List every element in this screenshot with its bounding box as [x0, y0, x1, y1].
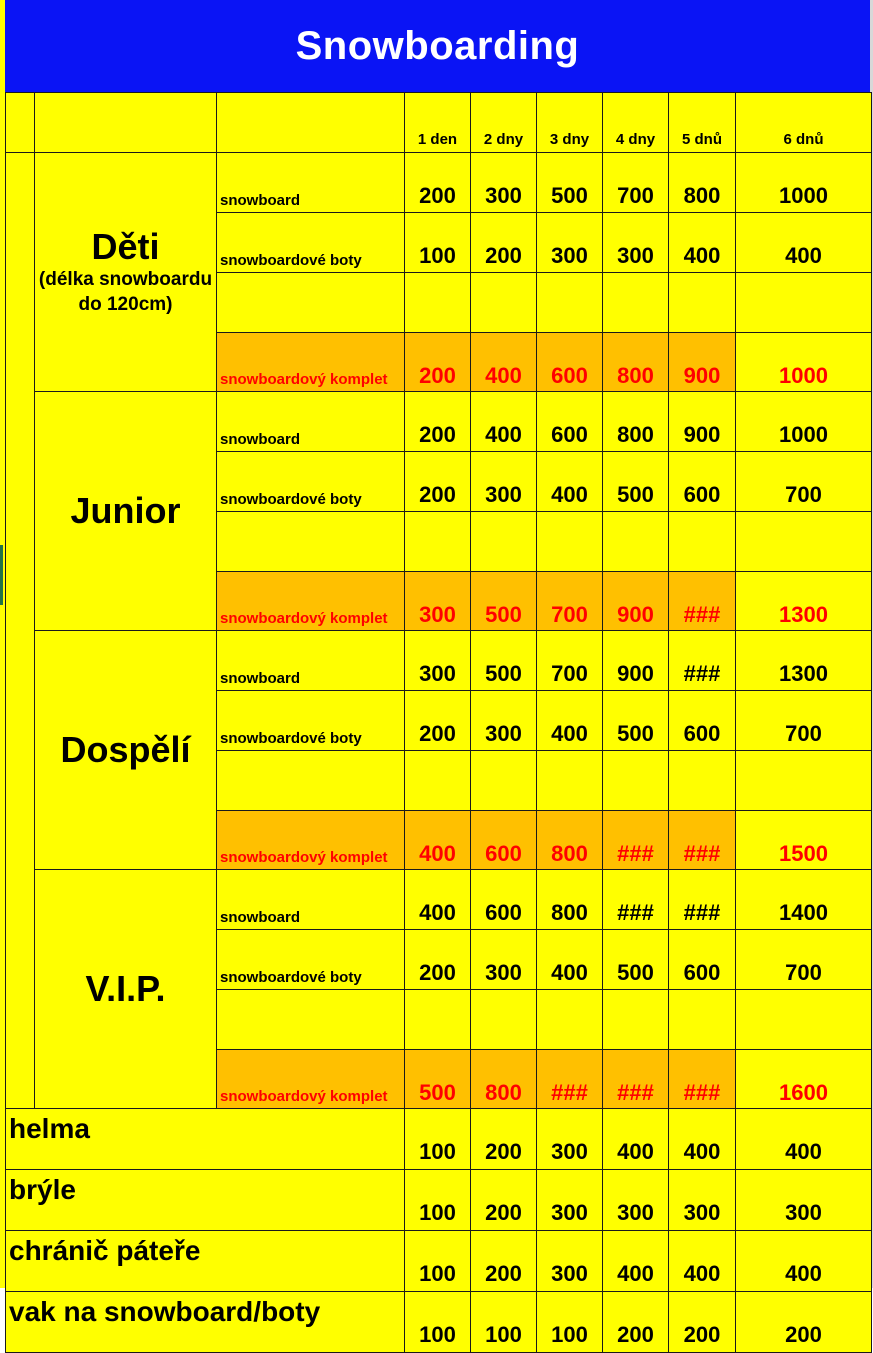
- price-cell[interactable]: 400: [669, 213, 736, 273]
- price-cell[interactable]: 300: [603, 213, 669, 273]
- price-cell[interactable]: 500: [537, 153, 603, 213]
- accessory-label[interactable]: helma: [6, 1109, 405, 1170]
- price-cell[interactable]: 900: [669, 392, 736, 452]
- item-label[interactable]: snowboard: [217, 870, 405, 930]
- price-table: [5, 92, 872, 1353]
- header-cell[interactable]: 5 dnů: [669, 93, 736, 153]
- price-cell[interactable]: 100: [405, 1292, 471, 1353]
- price-cell[interactable]: 200: [405, 691, 471, 751]
- price-cell[interactable]: 1000: [736, 392, 872, 452]
- komplet-price-cell[interactable]: 1500: [736, 811, 872, 870]
- price-cell[interactable]: 400: [537, 930, 603, 990]
- price-cell[interactable]: 200: [471, 1170, 537, 1231]
- page-title: Snowboarding: [295, 24, 580, 68]
- accessory-row: [6, 1170, 872, 1231]
- price-cell[interactable]: 800: [537, 870, 603, 930]
- price-cell[interactable]: 100: [471, 1292, 537, 1353]
- accessory-row: [6, 1292, 872, 1353]
- price-cell[interactable]: 900: [603, 631, 669, 691]
- komplet-price-cell[interactable]: ###: [669, 1050, 736, 1109]
- komplet-label[interactable]: snowboardový komplet: [217, 1050, 405, 1109]
- price-cell[interactable]: [669, 273, 736, 333]
- price-cell[interactable]: 400: [669, 1109, 736, 1170]
- price-cell[interactable]: 400: [736, 213, 872, 273]
- table-row: [6, 870, 872, 930]
- price-cell[interactable]: 400: [603, 1109, 669, 1170]
- table-row: [6, 153, 872, 213]
- header-row: [6, 93, 872, 153]
- price-cell[interactable]: 500: [603, 452, 669, 512]
- price-cell[interactable]: 400: [669, 1231, 736, 1292]
- komplet-price-cell[interactable]: 400: [405, 811, 471, 870]
- price-cell[interactable]: 600: [669, 452, 736, 512]
- komplet-price-cell[interactable]: 800: [537, 811, 603, 870]
- komplet-price-cell[interactable]: 700: [537, 572, 603, 631]
- header-cell[interactable]: 1 den: [405, 93, 471, 153]
- price-cell[interactable]: 400: [405, 870, 471, 930]
- price-cell[interactable]: [669, 512, 736, 572]
- item-label[interactable]: snowboardové boty: [217, 691, 405, 751]
- price-cell[interactable]: 400: [537, 691, 603, 751]
- selection-marker: [0, 545, 3, 605]
- category-name: Junior: [70, 490, 181, 531]
- price-cell[interactable]: 200: [405, 392, 471, 452]
- price-cell[interactable]: [669, 751, 736, 811]
- price-cell[interactable]: [471, 751, 537, 811]
- price-cell[interactable]: 400: [471, 392, 537, 452]
- price-cell[interactable]: 500: [471, 631, 537, 691]
- price-cell[interactable]: 400: [603, 1231, 669, 1292]
- price-cell[interactable]: [736, 273, 872, 333]
- category-cell[interactable]: [35, 870, 217, 1109]
- price-cell[interactable]: [471, 273, 537, 333]
- price-cell[interactable]: 100: [405, 1170, 471, 1231]
- price-cell[interactable]: 700: [736, 930, 872, 990]
- price-cell[interactable]: [471, 990, 537, 1050]
- price-cell[interactable]: 400: [736, 1109, 872, 1170]
- price-cell[interactable]: 100: [537, 1292, 603, 1353]
- price-cell[interactable]: 200: [405, 930, 471, 990]
- side-margin-cell[interactable]: [6, 153, 35, 1109]
- price-cell[interactable]: 300: [471, 153, 537, 213]
- price-cell[interactable]: ###: [669, 631, 736, 691]
- price-cell[interactable]: 300: [471, 691, 537, 751]
- price-cell[interactable]: [471, 512, 537, 572]
- price-cell[interactable]: 1000: [736, 153, 872, 213]
- header-cell[interactable]: 6 dnů: [736, 93, 872, 153]
- komplet-price-cell[interactable]: 1300: [736, 572, 872, 631]
- item-label[interactable]: snowboardové boty: [217, 452, 405, 512]
- item-label[interactable]: [217, 512, 405, 572]
- price-cell[interactable]: 700: [603, 153, 669, 213]
- price-cell[interactable]: 800: [669, 153, 736, 213]
- header-cell[interactable]: 3 dny: [537, 93, 603, 153]
- cell[interactable]: [6, 93, 35, 153]
- price-cell[interactable]: [736, 990, 872, 1050]
- item-label[interactable]: snowboardové boty: [217, 930, 405, 990]
- komplet-price-cell[interactable]: 900: [603, 572, 669, 631]
- price-cell[interactable]: [537, 273, 603, 333]
- komplet-price-cell[interactable]: 200: [405, 333, 471, 392]
- accessory-label[interactable]: chránič páteře: [6, 1231, 405, 1292]
- category-name: V.I.P.: [85, 968, 166, 1009]
- price-cell[interactable]: [603, 512, 669, 572]
- price-cell[interactable]: 300: [405, 631, 471, 691]
- item-label[interactable]: snowboard: [217, 153, 405, 213]
- price-cell[interactable]: [405, 990, 471, 1050]
- item-label[interactable]: [217, 273, 405, 333]
- cell[interactable]: [217, 93, 405, 153]
- price-cell[interactable]: [405, 512, 471, 572]
- price-cell[interactable]: 300: [471, 452, 537, 512]
- price-cell[interactable]: 400: [537, 452, 603, 512]
- header-cell[interactable]: 2 dny: [471, 93, 537, 153]
- header-cell[interactable]: 4 dny: [603, 93, 669, 153]
- komplet-price-cell[interactable]: 400: [471, 333, 537, 392]
- price-cell[interactable]: [405, 273, 471, 333]
- komplet-price-cell[interactable]: 600: [537, 333, 603, 392]
- price-cell[interactable]: [603, 990, 669, 1050]
- price-cell[interactable]: 100: [405, 1231, 471, 1292]
- item-label[interactable]: [217, 990, 405, 1050]
- table-row: [6, 392, 872, 452]
- komplet-price-cell[interactable]: 500: [405, 1050, 471, 1109]
- price-cell[interactable]: 200: [405, 452, 471, 512]
- komplet-price-cell[interactable]: ###: [603, 811, 669, 870]
- price-cell[interactable]: [603, 273, 669, 333]
- category-cell[interactable]: [35, 392, 217, 631]
- category-name: Dospělí: [60, 729, 191, 770]
- title-banner[interactable]: [0, 0, 873, 92]
- price-cell[interactable]: 100: [405, 213, 471, 273]
- komplet-price-cell[interactable]: ###: [669, 811, 736, 870]
- item-label[interactable]: snowboard: [217, 631, 405, 691]
- price-cell[interactable]: [603, 751, 669, 811]
- komplet-price-cell[interactable]: 500: [471, 572, 537, 631]
- price-cell[interactable]: 300: [471, 930, 537, 990]
- price-cell[interactable]: 1400: [736, 870, 872, 930]
- price-cell[interactable]: 600: [471, 870, 537, 930]
- komplet-label[interactable]: snowboardový komplet: [217, 572, 405, 631]
- komplet-label[interactable]: snowboardový komplet: [217, 811, 405, 870]
- price-cell[interactable]: 700: [736, 691, 872, 751]
- price-cell[interactable]: 200: [471, 1109, 537, 1170]
- price-cell[interactable]: 600: [669, 930, 736, 990]
- category-name: Děti: [91, 226, 160, 267]
- komplet-price-cell[interactable]: ###: [603, 1050, 669, 1109]
- category-cell[interactable]: [35, 631, 217, 870]
- komplet-price-cell[interactable]: 900: [669, 333, 736, 392]
- komplet-price-cell[interactable]: 600: [471, 811, 537, 870]
- price-cell[interactable]: [736, 751, 872, 811]
- price-cell[interactable]: [405, 751, 471, 811]
- komplet-label[interactable]: snowboardový komplet: [217, 333, 405, 392]
- accessory-label[interactable]: vak na snowboard/boty: [6, 1292, 405, 1353]
- price-cell[interactable]: [736, 512, 872, 572]
- price-cell[interactable]: 200: [405, 153, 471, 213]
- price-cell[interactable]: [669, 990, 736, 1050]
- item-label[interactable]: [217, 751, 405, 811]
- price-cell[interactable]: 200: [736, 1292, 872, 1353]
- price-cell[interactable]: 200: [471, 213, 537, 273]
- price-cell[interactable]: 200: [471, 1231, 537, 1292]
- komplet-price-cell[interactable]: ###: [669, 572, 736, 631]
- accessory-label[interactable]: brýle: [6, 1170, 405, 1231]
- category-cell[interactable]: [35, 153, 217, 392]
- komplet-price-cell[interactable]: 300: [405, 572, 471, 631]
- price-cell[interactable]: [537, 512, 603, 572]
- price-cell[interactable]: 300: [603, 1170, 669, 1231]
- category-subtitle: (délka snowboardu do 120cm): [38, 269, 213, 315]
- price-cell[interactable]: 300: [736, 1170, 872, 1231]
- price-cell[interactable]: 1300: [736, 631, 872, 691]
- price-cell[interactable]: 300: [537, 1170, 603, 1231]
- price-cell[interactable]: 500: [603, 691, 669, 751]
- price-cell[interactable]: 300: [537, 1231, 603, 1292]
- price-cell[interactable]: 700: [736, 452, 872, 512]
- komplet-price-cell[interactable]: 1000: [736, 333, 872, 392]
- accessory-row: [6, 1109, 872, 1170]
- price-cell[interactable]: ###: [669, 870, 736, 930]
- price-cell[interactable]: 300: [669, 1170, 736, 1231]
- price-cell[interactable]: 200: [669, 1292, 736, 1353]
- price-cell[interactable]: 100: [405, 1109, 471, 1170]
- komplet-price-cell[interactable]: 800: [603, 333, 669, 392]
- accessory-row: [6, 1231, 872, 1292]
- cell[interactable]: [35, 93, 217, 153]
- price-cell[interactable]: [537, 990, 603, 1050]
- item-label[interactable]: snowboardové boty: [217, 213, 405, 273]
- price-cell[interactable]: 600: [537, 392, 603, 452]
- komplet-price-cell[interactable]: 800: [471, 1050, 537, 1109]
- price-cell[interactable]: 700: [537, 631, 603, 691]
- price-cell[interactable]: 200: [603, 1292, 669, 1353]
- price-cell[interactable]: 600: [669, 691, 736, 751]
- price-cell[interactable]: ###: [603, 870, 669, 930]
- price-cell[interactable]: 400: [736, 1231, 872, 1292]
- price-cell[interactable]: 300: [537, 213, 603, 273]
- price-cell[interactable]: [537, 751, 603, 811]
- price-cell[interactable]: 800: [603, 392, 669, 452]
- komplet-price-cell[interactable]: 1600: [736, 1050, 872, 1109]
- price-cell[interactable]: 500: [603, 930, 669, 990]
- price-cell[interactable]: 300: [537, 1109, 603, 1170]
- komplet-price-cell[interactable]: ###: [537, 1050, 603, 1109]
- item-label[interactable]: snowboard: [217, 392, 405, 452]
- table-row: [6, 631, 872, 691]
